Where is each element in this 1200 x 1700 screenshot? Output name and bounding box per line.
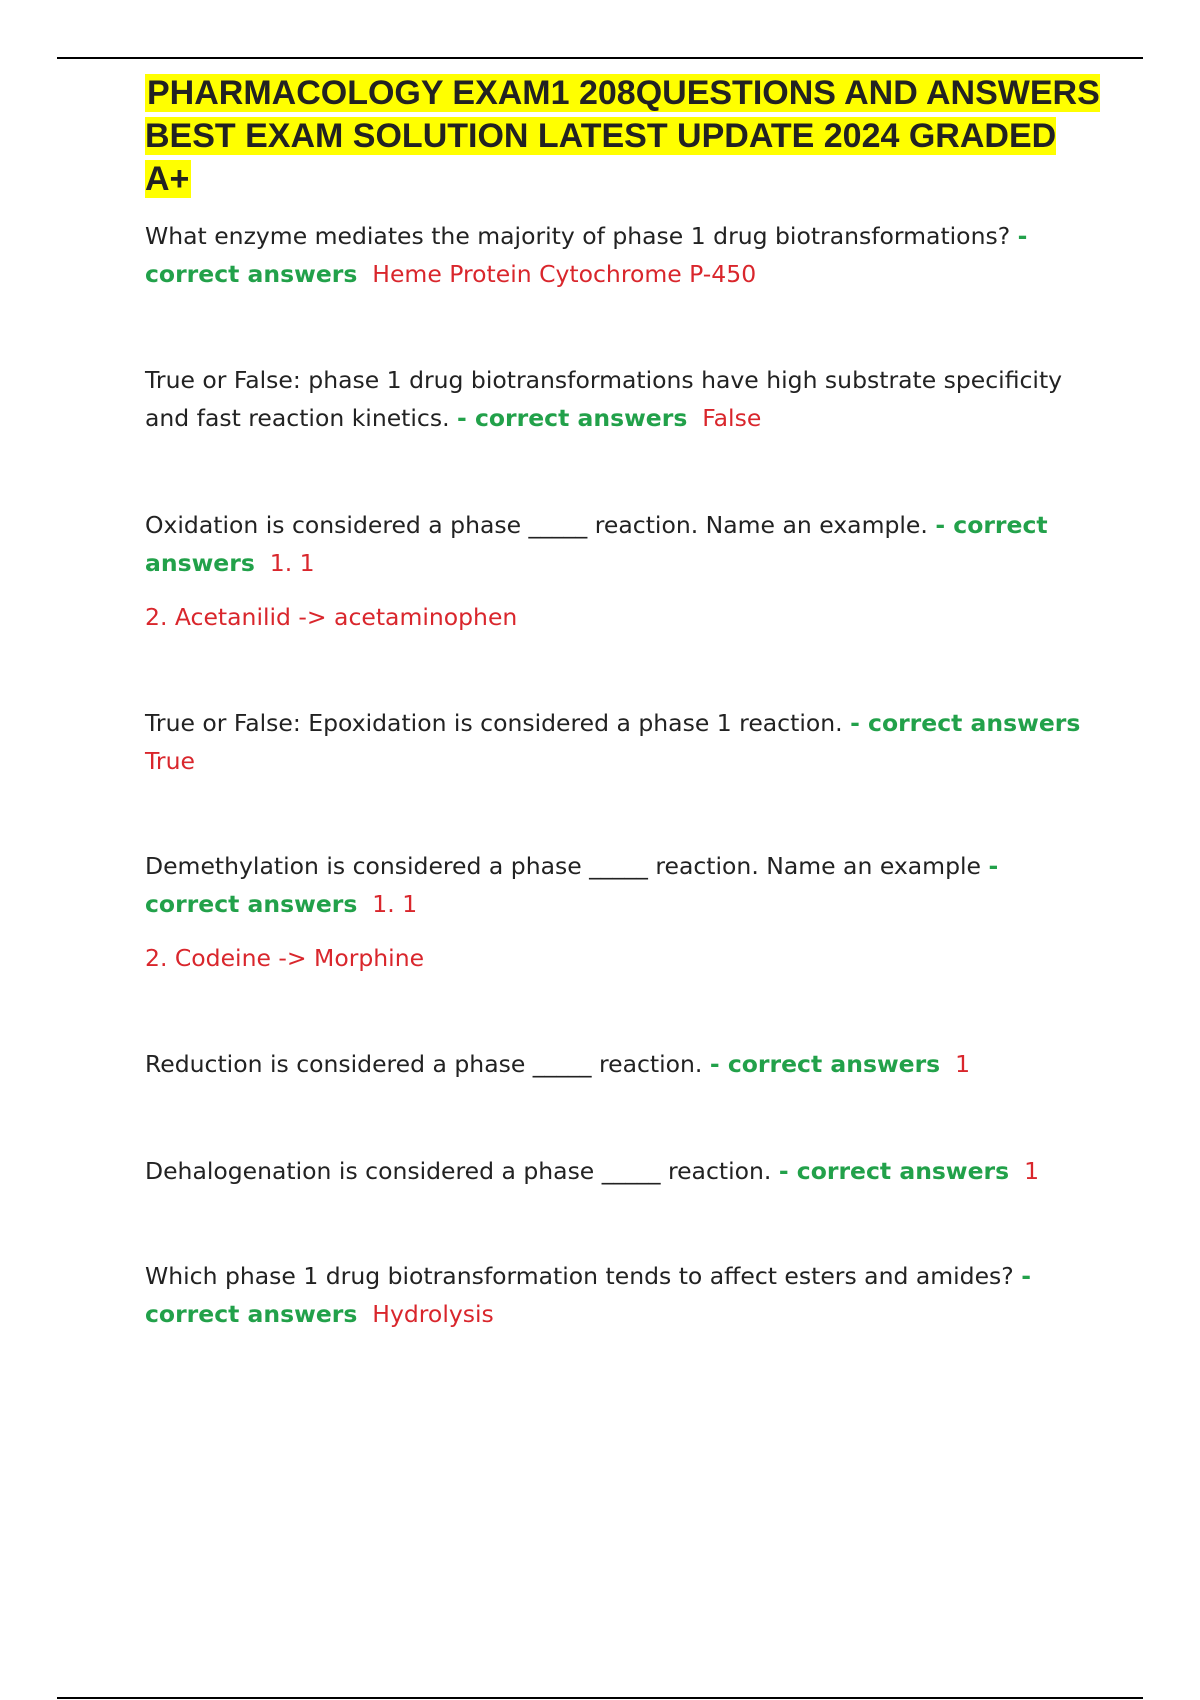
answer: Heme Protein Cytochrome P-450 (372, 260, 757, 288)
document-title (145, 72, 1105, 201)
qa-item (145, 1045, 1095, 1083)
qa-item (145, 506, 1095, 636)
question-text (145, 506, 1095, 582)
question-text (145, 361, 1095, 437)
bottom-rule (57, 1697, 1143, 1699)
qa-item (145, 1152, 1095, 1190)
answer: 1. 1 (372, 890, 418, 918)
question: Demethylation is considered a phase _____ reaction. Name an example (145, 852, 981, 880)
question-text (145, 847, 1095, 923)
qa-item (145, 847, 1095, 977)
question: Which phase 1 drug biotransformation tends to affect esters and amides? (145, 1262, 1014, 1290)
answer-line-2: 2. Codeine -> Morphine (145, 944, 425, 972)
qa-item (145, 704, 1095, 780)
question: Reduction is considered a phase _____ reaction. (145, 1050, 703, 1078)
question: What enzyme mediates the majority of phase 1 drug biotransformations? (145, 222, 1011, 250)
question: Dehalogenation is considered a phase _____ reaction. (145, 1157, 772, 1185)
question: True or False: Epoxidation is considered a phase 1 reaction. (145, 709, 843, 737)
answer: 1. 1 (269, 549, 315, 577)
correct-answers-label: - correct answers (145, 222, 1028, 288)
answer: 1 (955, 1050, 971, 1078)
answer: False (702, 404, 762, 432)
correct-answers-label: - correct answers (145, 852, 999, 918)
question-text (145, 1152, 1095, 1190)
correct-answers-label: - correct answers (778, 1157, 1010, 1185)
correct-answers-label: - correct answers (850, 709, 1081, 737)
correct-answers-label: - correct answers (145, 511, 1048, 577)
answer: 1 (1024, 1157, 1040, 1185)
question-text (145, 704, 1095, 780)
answer-line-2: 2. Acetanilid -> acetaminophen (145, 603, 518, 631)
top-rule (57, 57, 1143, 59)
qa-item (145, 1257, 1095, 1333)
question-text (145, 1257, 1095, 1333)
question-text (145, 1045, 1095, 1083)
title-highlight: PHARMACOLOGY EXAM1 208QUESTIONS AND ANSWERS BEST EXAM SOLUTION LATEST UPDATE 2024 GRADED A+ (145, 74, 1100, 198)
question: Oxidation is considered a phase _____ reaction. Name an example. (145, 511, 928, 539)
correct-answers-label: - correct answers (145, 1262, 1032, 1328)
correct-answers-label: - correct answers (709, 1050, 941, 1078)
qa-item (145, 361, 1095, 437)
answer: True (145, 747, 195, 775)
answer: Hydrolysis (372, 1300, 494, 1328)
question-text (145, 217, 1095, 293)
question: True or False: phase 1 drug biotransformations have high substrate specificity and fast reaction kinetics. (145, 366, 1063, 432)
qa-item (145, 217, 1095, 293)
correct-answers-label: - correct answers (457, 404, 688, 432)
